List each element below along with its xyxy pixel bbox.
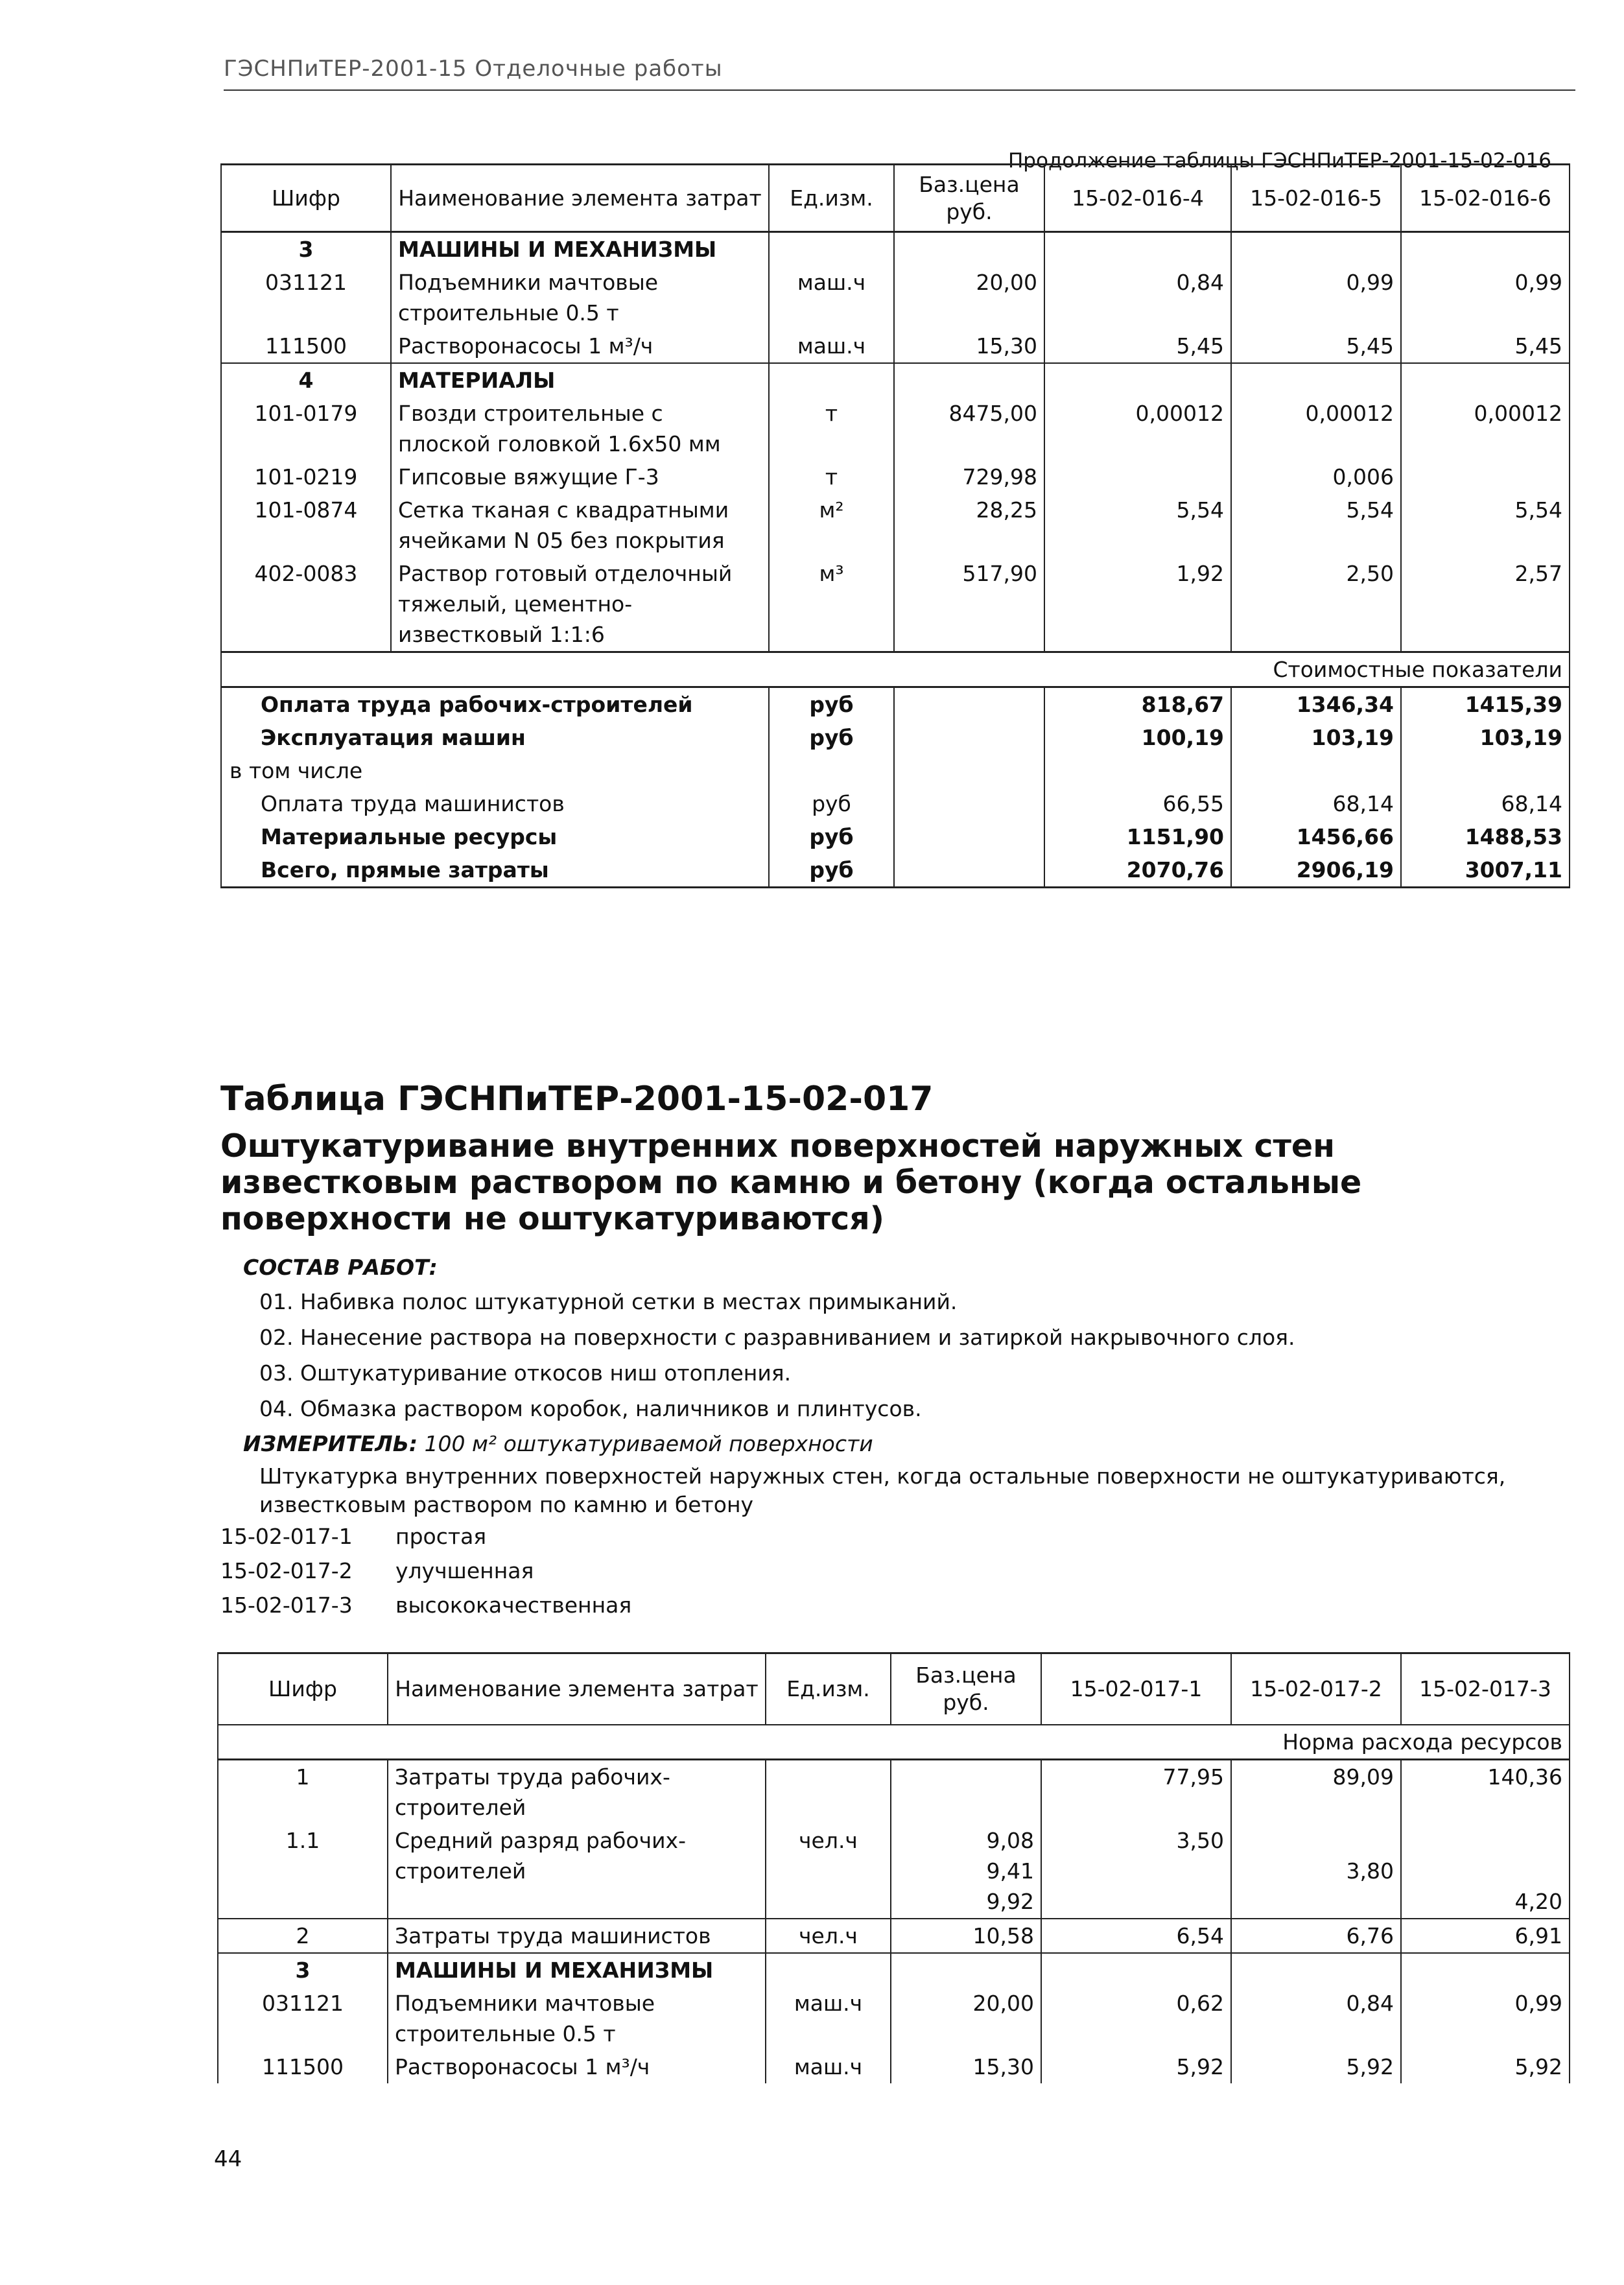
cell-code: 111500 xyxy=(221,329,391,363)
cost-unit: руб xyxy=(769,787,894,820)
table-row xyxy=(221,493,1570,557)
cell-name: Гвозди строительные с плоской головкой 1.6х50 мм xyxy=(391,397,769,460)
resource-table-017 xyxy=(217,1652,1570,2083)
col-header-variant-2: 15-02-017-2 xyxy=(1231,1653,1401,1725)
cell-value-1 xyxy=(1041,1953,1231,1987)
cost-value-2 xyxy=(1231,754,1401,787)
cost-row xyxy=(221,787,1570,820)
cost-label: Материальные ресурсы xyxy=(221,820,769,853)
cost-value-1: 2070,76 xyxy=(1044,853,1231,888)
cell-value-1: 6,54 xyxy=(1041,1919,1231,1953)
cell-name: Затраты труда рабочих-строителей xyxy=(388,1759,766,1824)
cost-empty xyxy=(894,721,1044,754)
cost-value-3: 3007,11 xyxy=(1401,853,1570,888)
norm-header: Норма расхода ресурсов xyxy=(218,1725,1570,1760)
table-row xyxy=(221,363,1570,397)
cell-unit: чел.ч xyxy=(766,1824,891,1919)
cost-value-3: 1415,39 xyxy=(1401,687,1570,722)
variant-code: 15-02-017-2 xyxy=(220,1558,353,1583)
cost-row xyxy=(221,853,1570,888)
cell-value-3: 5,92 xyxy=(1401,2050,1570,2083)
cell-price: 10,58 xyxy=(891,1919,1041,1953)
cell-value-1-stack xyxy=(1041,1824,1231,1919)
cell-value-1: 0,84 xyxy=(1044,266,1231,329)
work-composition-label: СОСТАВ РАБОТ: xyxy=(243,1255,438,1280)
variant-name: высококачественная xyxy=(395,1592,632,1618)
cell-unit: чел.ч xyxy=(766,1919,891,1953)
cell-value-1 xyxy=(1044,363,1231,397)
cost-empty xyxy=(894,754,1044,787)
cell-value-3: 6,91 xyxy=(1401,1919,1570,1953)
table-row xyxy=(218,1987,1570,2050)
cell-value-2: 3,80 xyxy=(1346,1858,1394,1884)
cell-unit: маш.ч xyxy=(769,329,894,363)
cell-unit xyxy=(766,1953,891,1987)
cell-code: 402-0083 xyxy=(221,557,391,652)
cell-price: 28,25 xyxy=(894,493,1044,557)
table-row xyxy=(221,329,1570,363)
table-row xyxy=(221,397,1570,460)
col-header-variant-1: 15-02-017-1 xyxy=(1041,1653,1231,1725)
cell-code: 101-0179 xyxy=(221,397,391,460)
cell-name: Подъемники мачтовые строительные 0.5 т xyxy=(391,266,769,329)
cost-row xyxy=(221,721,1570,754)
table-row xyxy=(218,1953,1570,1987)
table-row xyxy=(218,1824,1570,1919)
cell-price: 9,41 xyxy=(986,1858,1034,1884)
cost-value-1: 66,55 xyxy=(1044,787,1231,820)
table-header-row xyxy=(221,165,1570,232)
col-header-code: Шифр xyxy=(218,1653,388,1725)
work-item: 04. Обмазка раствором коробок, наличников и плинтусов. xyxy=(259,1396,922,1421)
cost-label: Оплата труда машинистов xyxy=(221,787,769,820)
section-title: Таблица ГЭСНПиТЕР-2001-15-02-017 xyxy=(220,1080,934,1119)
page-number: 44 xyxy=(214,2146,242,2172)
col-header-variant-3: 15-02-017-3 xyxy=(1401,1653,1570,1725)
cost-value-3: 103,19 xyxy=(1401,721,1570,754)
cell-code: 2 xyxy=(218,1919,388,1953)
cell-value-3 xyxy=(1401,232,1570,266)
cost-label: Эксплуатация машин xyxy=(221,721,769,754)
cell-value-1 xyxy=(1044,232,1231,266)
cell-code: 031121 xyxy=(221,266,391,329)
cell-code: 111500 xyxy=(218,2050,388,2083)
cell-value-2: 5,54 xyxy=(1231,493,1401,557)
cell-price: 15,30 xyxy=(891,2050,1041,2083)
cell-value-2: 2,50 xyxy=(1231,557,1401,652)
cost-label: Всего, прямые затраты xyxy=(221,853,769,888)
section-subtitle: Оштукатуривание внутренних поверхностей наружных стен известковым раствором по камню и бетону (когда остальные поверхности не оштукатуриваются) xyxy=(220,1128,1362,1237)
work-item: 02. Нанесение раствора на поверхности с разравниванием и затиркой накрывочного слоя. xyxy=(259,1325,1295,1350)
cell-price xyxy=(894,363,1044,397)
cell-value-2: 0,00012 xyxy=(1231,397,1401,460)
cell-name: Подъемники мачтовые строительные 0.5 т xyxy=(388,1987,766,2050)
cell-value-1: 0,00012 xyxy=(1044,397,1231,460)
cost-value-3: 1488,53 xyxy=(1401,820,1570,853)
cost-row xyxy=(221,820,1570,853)
cell-price xyxy=(894,232,1044,266)
cell-value-2: 0,006 xyxy=(1231,460,1401,493)
cell-unit: т xyxy=(769,397,894,460)
cell-value-3 xyxy=(1401,460,1570,493)
variant-code: 15-02-017-3 xyxy=(220,1592,353,1618)
col-header-code: Шифр xyxy=(221,165,391,232)
col-header-variant-3: 15-02-016-6 xyxy=(1401,165,1570,232)
cell-price: 729,98 xyxy=(894,460,1044,493)
cell-value-2-stack xyxy=(1231,1824,1401,1919)
cell-value-1: 77,95 xyxy=(1041,1759,1231,1824)
table-row xyxy=(221,557,1570,652)
cell-value-3 xyxy=(1401,1953,1570,1987)
cell-value-3 xyxy=(1401,363,1570,397)
cell-value-2 xyxy=(1231,232,1401,266)
cell-unit xyxy=(769,363,894,397)
cost-unit: руб xyxy=(769,721,894,754)
cell-value-3: 4,20 xyxy=(1514,1888,1562,1914)
cell-price xyxy=(891,1953,1041,1987)
variant-name: улучшенная xyxy=(395,1558,534,1583)
cell-value-2: 0,99 xyxy=(1231,266,1401,329)
cost-row xyxy=(221,754,1570,787)
variant-name: простая xyxy=(395,1524,487,1549)
cell-name: Сетка тканая с квадратными ячейками N 05 без покрытия xyxy=(391,493,769,557)
cell-name: Растворонасосы 1 м³/ч xyxy=(391,329,769,363)
cell-name: МАТЕРИАЛЫ xyxy=(391,363,769,397)
cost-empty xyxy=(894,787,1044,820)
cell-code: 031121 xyxy=(218,1987,388,2050)
cost-value-2: 2906,19 xyxy=(1231,853,1401,888)
cost-unit xyxy=(769,754,894,787)
cell-value-1 xyxy=(1044,460,1231,493)
cost-empty xyxy=(894,687,1044,722)
cell-code: 1.1 xyxy=(218,1824,388,1919)
cell-name: МАШИНЫ И МЕХАНИЗМЫ xyxy=(391,232,769,266)
cell-value-3: 2,57 xyxy=(1401,557,1570,652)
col-header-variant-2: 15-02-016-5 xyxy=(1231,165,1401,232)
cost-value-2: 1456,66 xyxy=(1231,820,1401,853)
cell-price: 517,90 xyxy=(894,557,1044,652)
cell-value-3: 0,99 xyxy=(1401,266,1570,329)
table-row xyxy=(221,460,1570,493)
cell-value-2: 5,92 xyxy=(1231,2050,1401,2083)
col-header-unit: Ед.изм. xyxy=(769,165,894,232)
cell-name: Затраты труда машинистов xyxy=(388,1919,766,1953)
cell-name: Раствор готовый отделочный тяжелый, цементно-известковый 1:1:6 xyxy=(391,557,769,652)
cell-code: 101-0874 xyxy=(221,493,391,557)
cost-empty xyxy=(894,820,1044,853)
cell-price: 9,08 xyxy=(986,1827,1034,1853)
cell-value-2: 0,84 xyxy=(1231,1987,1401,2050)
cell-name: МАШИНЫ И МЕХАНИЗМЫ xyxy=(388,1953,766,1987)
cell-unit: маш.ч xyxy=(766,2050,891,2083)
cell-unit: маш.ч xyxy=(769,266,894,329)
cell-price: 9,92 xyxy=(986,1888,1034,1914)
cell-value-1: 0,62 xyxy=(1041,1987,1231,2050)
cell-name: Средний разряд рабочих-строителей xyxy=(388,1824,766,1919)
cell-unit xyxy=(766,1759,891,1824)
col-header-price: Баз.цена руб. xyxy=(891,1653,1041,1725)
table-header-row xyxy=(218,1653,1570,1725)
cost-row xyxy=(221,687,1570,722)
table-row xyxy=(221,232,1570,266)
cost-value-1: 100,19 xyxy=(1044,721,1231,754)
table-description: Штукатурка внутренних поверхностей наружных стен, когда остальные поверхности не оштукатуриваются, известковым раствором по камню и бетону xyxy=(259,1463,1506,1517)
cell-value-1: 1,92 xyxy=(1044,557,1231,652)
cost-value-2: 103,19 xyxy=(1231,721,1401,754)
cell-price-stack xyxy=(891,1824,1041,1919)
cell-value-2 xyxy=(1231,363,1401,397)
cell-value-3: 5,45 xyxy=(1401,329,1570,363)
col-header-name: Наименование элемента затрат xyxy=(391,165,769,232)
cell-unit: м² xyxy=(769,493,894,557)
cell-price: 15,30 xyxy=(894,329,1044,363)
cost-header-row xyxy=(221,652,1570,687)
cost-value-1: 818,67 xyxy=(1044,687,1231,722)
running-header: ГЭСНПиТЕР-2001-15 Отделочные работы xyxy=(224,56,723,82)
cost-unit: руб xyxy=(769,853,894,888)
cell-unit: маш.ч xyxy=(766,1987,891,2050)
cell-value-2: 89,09 xyxy=(1231,1759,1401,1824)
resource-table-016 xyxy=(220,163,1570,888)
cost-value-3 xyxy=(1401,754,1570,787)
table-row xyxy=(218,1919,1570,1953)
cell-value-3: 0,99 xyxy=(1401,1987,1570,2050)
cost-header: Стоимостные показатели xyxy=(221,652,1570,687)
cell-price: 8475,00 xyxy=(894,397,1044,460)
col-header-price: Баз.цена руб. xyxy=(894,165,1044,232)
measure-label: ИЗМЕРИТЕЛЬ: xyxy=(243,1431,418,1456)
cell-unit: м³ xyxy=(769,557,894,652)
cell-code: 3 xyxy=(221,232,391,266)
cell-value-3-stack xyxy=(1401,1824,1570,1919)
cell-price: 20,00 xyxy=(891,1987,1041,2050)
col-header-variant-1: 15-02-016-4 xyxy=(1044,165,1231,232)
cell-value-3: 0,00012 xyxy=(1401,397,1570,460)
cost-value-2: 68,14 xyxy=(1231,787,1401,820)
cell-value-1: 5,92 xyxy=(1041,2050,1231,2083)
cell-code: 4 xyxy=(221,363,391,397)
cost-value-3: 68,14 xyxy=(1401,787,1570,820)
norm-header-row xyxy=(218,1725,1570,1760)
cell-unit: т xyxy=(769,460,894,493)
cell-value-1: 5,45 xyxy=(1044,329,1231,363)
table-row xyxy=(221,266,1570,329)
variant-code: 15-02-017-1 xyxy=(220,1524,353,1549)
measure-text: 100 м² оштукатуриваемой поверхности xyxy=(424,1431,873,1456)
cell-value-1: 5,54 xyxy=(1044,493,1231,557)
cell-value-3: 5,54 xyxy=(1401,493,1570,557)
measure-line xyxy=(243,1431,873,1456)
cost-unit: руб xyxy=(769,687,894,722)
table-row xyxy=(218,1759,1570,1824)
cell-code: 1 xyxy=(218,1759,388,1824)
cost-label: в том числе xyxy=(221,754,769,787)
cost-value-2: 1346,34 xyxy=(1231,687,1401,722)
table-continuation-caption: Продолжение таблицы ГЭСНПиТЕР-2001-15-02-016 xyxy=(1008,149,1551,172)
header-rule xyxy=(224,89,1575,91)
work-item: 01. Набивка полос штукатурной сетки в местах примыканий. xyxy=(259,1289,958,1314)
cost-value-1: 1151,90 xyxy=(1044,820,1231,853)
work-item: 03. Оштукатуривание откосов ниш отопления. xyxy=(259,1360,792,1386)
cell-code: 101-0219 xyxy=(221,460,391,493)
cell-value-3: 140,36 xyxy=(1401,1759,1570,1824)
cost-empty xyxy=(894,853,1044,888)
cell-code: 3 xyxy=(218,1953,388,1987)
cell-value-2: 5,45 xyxy=(1231,329,1401,363)
cost-value-1 xyxy=(1044,754,1231,787)
cell-value-2 xyxy=(1231,1953,1401,1987)
cell-name: Растворонасосы 1 м³/ч xyxy=(388,2050,766,2083)
cell-price: 20,00 xyxy=(894,266,1044,329)
cell-value-2: 6,76 xyxy=(1231,1919,1401,1953)
col-header-name: Наименование элемента затрат xyxy=(388,1653,766,1725)
col-header-unit: Ед.изм. xyxy=(766,1653,891,1725)
cost-unit: руб xyxy=(769,820,894,853)
cell-value-1: 3,50 xyxy=(1176,1827,1224,1853)
cell-price xyxy=(891,1759,1041,1824)
table-row xyxy=(218,2050,1570,2083)
cell-name: Гипсовые вяжущие Г-3 xyxy=(391,460,769,493)
cell-unit xyxy=(769,232,894,266)
cost-label: Оплата труда рабочих-строителей xyxy=(221,687,769,722)
